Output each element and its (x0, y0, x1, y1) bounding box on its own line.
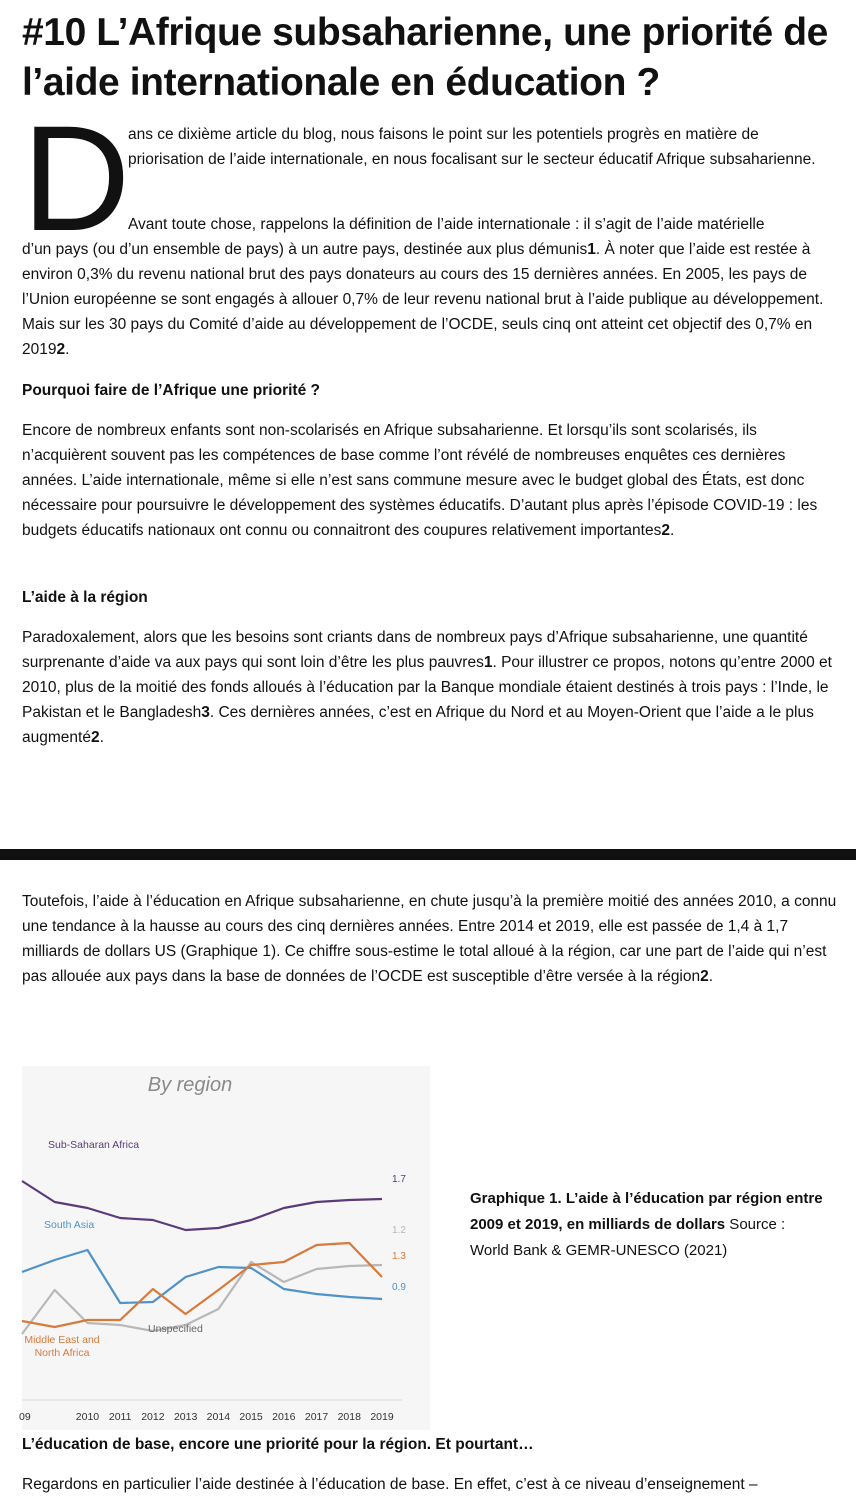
paragraph-basic-education: Regardons en particulier l’aide destinée à l’éducation de base. En effet, c’est à ce niveau d’enseignement – (22, 1476, 758, 1493)
annotation-label: North Africa (34, 1347, 90, 1359)
series-name-label: Unspecified (148, 1323, 203, 1335)
paragraph-priority: Encore de nombreux enfants sont non-scolarisés en Afrique subsaharienne. Et lorsqu’ils sont scolarisés, ils n’acquièrent souvent pas les compétences de base comme l’ont révélé de nombreuses enquêtes ces dernières années. L’aide internationale, même si elle n’est sans commune mesure avec le budget global des États, est donc nécessaire pour poursuivre le développement des systèmes éducatifs. D’autant plus après l’épisode COVID-19 : les budgets éducatifs nationaux ont connu ou connaitront des coupures relativement importantes2. (22, 422, 818, 539)
annotation-label: Middle East and (24, 1334, 100, 1346)
x-tick-label: 2016 (272, 1411, 296, 1423)
drop-cap: D (22, 94, 131, 262)
x-tick-label: 2015 (239, 1411, 263, 1423)
series-end-label: 0.9 (392, 1282, 406, 1293)
series-end-label: 1.2 (392, 1225, 406, 1236)
x-tick-label: 2014 (206, 1411, 231, 1423)
footnote-ref[interactable]: 1 (587, 241, 596, 258)
footnote-ref[interactable]: 2 (661, 522, 670, 539)
x-tick-label: 2018 (337, 1411, 361, 1423)
paragraph-definition-start: Avant toute chose, rappelons la définition de l’aide internationale : il s’agit de l’aide matérielle (128, 216, 765, 233)
x-tick-label: 2017 (304, 1411, 329, 1423)
paragraph-definition: d’un pays (ou d’un ensemble de pays) à un autre pays, destinée aux plus démunis1. À noter que l’aide est restée à environ 0,3% du revenu national brut des pays donateurs au cours des 15 dernières années. En 2005, les pays de l’Union européenne se sont engagés à allouer 0,7% de leur revenu national brut à l’aide publique au développement. Mais sur les 30 pays du Comité d’aide au développement de l’OCDE, seuls cinq ont atteint cet objectif des 0,7% en 20192. (22, 241, 824, 358)
x-tick-label: 2013 (173, 1411, 198, 1423)
chart-container (19, 1066, 430, 1430)
x-tick-label: 2010 (75, 1411, 100, 1423)
footnote-ref[interactable]: 2 (700, 968, 709, 985)
heading-region: L’aide à la région (22, 589, 148, 606)
series-line-middle-east-north-africa (22, 1243, 382, 1327)
footnote-ref[interactable]: 3 (201, 704, 210, 721)
chart-title: By region (147, 1074, 233, 1096)
caption-source: World Bank & GEMR-UNESCO (2021) (470, 1242, 728, 1259)
x-tick-label: 2019 (370, 1411, 394, 1423)
paragraph-region: Paradoxalement, alors que les besoins sont criants dans de nombreux pays d’Afrique subsaharienne, une quantité surprenante d’aide va aux pays qui sont loin d’être les plus pauvres1. Pour illustrer ce propos, notons qu’entre 2000 et 2010, plus de la moitié des fonds alloués à l’éducation par la Banque mondiale étaient destinés à trois pays : l’Inde, le Pakistan et le Bangladesh3. Ces dernières années, c’est en Afrique du Nord et au Moyen-Orient que l’aide a le plus augmenté2. (22, 629, 832, 746)
heading-basic-education: L’éducation de base, encore une priorité pour la région. Et pourtant… (22, 1436, 534, 1453)
x-tick-label: 2011 (108, 1411, 132, 1423)
footnote-ref[interactable]: 2 (56, 341, 66, 358)
chart-caption (470, 1186, 850, 1264)
x-tick-label: 09 (19, 1411, 31, 1423)
series-line-south-asia (22, 1250, 382, 1303)
series-end-label: 1.3 (392, 1251, 406, 1262)
page-title: #10 L’Afrique subsaharienne, une priorité de l’aide internationale en éducation ? (22, 11, 828, 104)
footnote-ref[interactable]: 1 (483, 654, 493, 671)
section-divider (0, 849, 856, 860)
footnote-ref[interactable]: 2 (90, 729, 100, 746)
series-name-label: South Asia (44, 1219, 95, 1231)
paragraph-trend: Toutefois, l’aide à l’éducation en Afrique subsaharienne, en chute jusqu’à la première moitié des années 2010, a connu une tendance à la hausse au cours des cinq dernières années. Entre 2014 et 2019, elle est passée de 1,4 à 1,7 milliards de dollars US (Graphique 1). Ce chiffre sous-estime le total alloué à la région, car une part de l’aide qui n’est pas allouée aux pays dans la base de données de l’OCDE est susceptible d’être versée à la région2. (22, 893, 837, 985)
series-end-label: 1.7 (392, 1174, 406, 1185)
line-chart (19, 1066, 430, 1430)
x-tick-label: 2012 (141, 1411, 165, 1423)
caption-source-label: Source : (725, 1216, 786, 1233)
caption-title-line1: Graphique 1. L’aide à l’éducation par région entre (470, 1190, 823, 1207)
series-name-label: Sub-Saharan Africa (48, 1139, 140, 1151)
heading-priority: Pourquoi faire de l’Afrique une priorité ? (22, 382, 320, 399)
intro-paragraph: ans ce dixième article du blog, nous faisons le point sur les potentiels progrès en matière de priorisation de l’aide internationale, en nous focalisant sur le secteur éducatif Afrique subsaharienne. (128, 126, 816, 168)
caption-title-line2: 2009 et 2019, en milliards de dollars (470, 1216, 726, 1233)
